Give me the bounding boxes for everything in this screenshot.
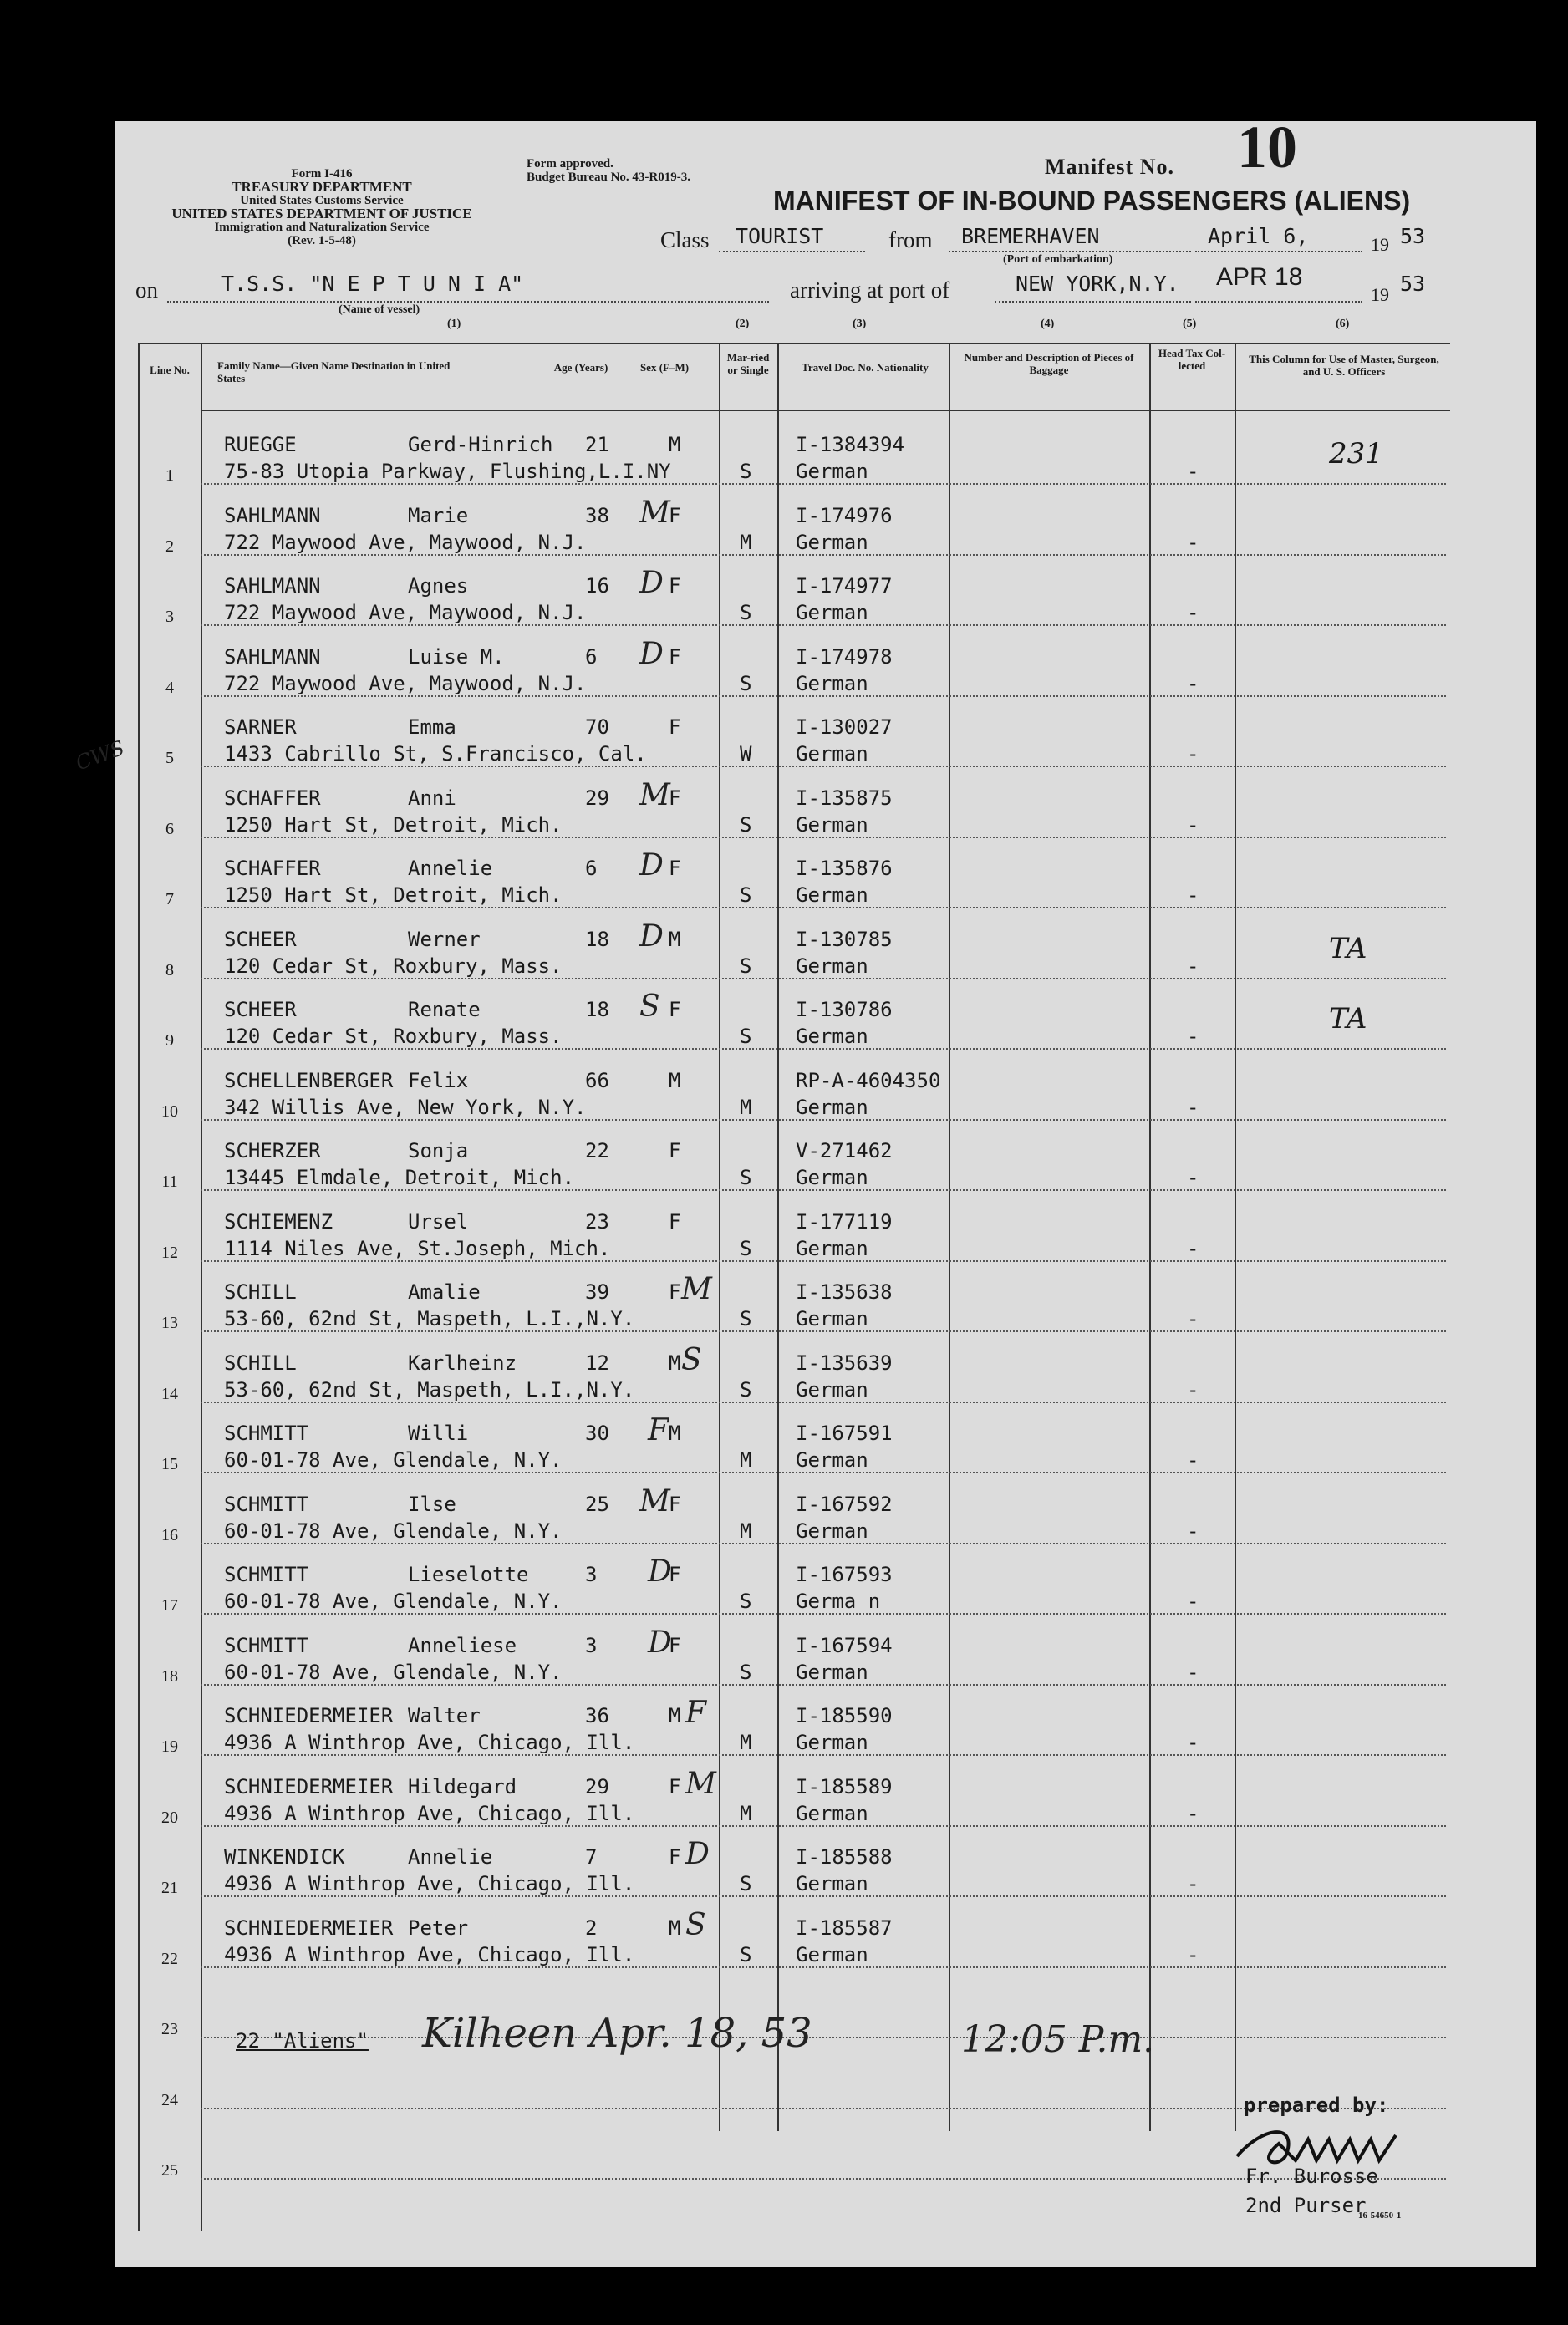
sex: F bbox=[669, 998, 681, 1021]
destination: 53-60, 62nd St, Maspeth, L.I.,N.Y. bbox=[224, 1307, 635, 1330]
line-number: 7 bbox=[165, 890, 174, 908]
handwritten-mark: S bbox=[681, 1342, 702, 1377]
prepared-by: prepared by: bbox=[1244, 2094, 1389, 2117]
marital-status: S bbox=[740, 1942, 752, 1966]
marital-status: M bbox=[740, 1731, 752, 1754]
travel-doc-no: I-130027 bbox=[796, 715, 893, 739]
margin-mark: CWS bbox=[73, 735, 128, 776]
travel-doc-no: I-130786 bbox=[796, 998, 893, 1021]
marital-status: S bbox=[740, 601, 752, 624]
port-of-arrival: NEW YORK,N.Y. bbox=[1016, 272, 1179, 296]
agency-block: Form I-416 TREASURY DEPARTMENT United States Customs Service UNITED STATES DEPARTMENT OF JUSTICE Immigration and Naturalization Service (Rev. 1-5-48) bbox=[171, 167, 472, 247]
given-name: Anneliese bbox=[408, 1633, 517, 1657]
travel-doc-no: I-185588 bbox=[796, 1845, 893, 1869]
handwritten-mark: D bbox=[639, 918, 664, 954]
family-name: SCHMITT bbox=[224, 1633, 309, 1657]
marital-status: S bbox=[740, 671, 752, 695]
travel-doc-no: V-271462 bbox=[796, 1139, 893, 1162]
nationality: German bbox=[796, 1166, 868, 1189]
age: 3 bbox=[585, 1633, 598, 1657]
nationality: German bbox=[796, 742, 868, 766]
handwritten-mark: M bbox=[639, 777, 670, 812]
sex: F bbox=[669, 1492, 681, 1516]
travel-doc-no: I-185590 bbox=[796, 1704, 893, 1727]
family-name: SCHAFFER bbox=[224, 786, 321, 810]
travel-doc-no: RP-A-4604350 bbox=[796, 1068, 941, 1092]
col-num: (4) bbox=[1041, 318, 1055, 330]
destination: 342 Willis Ave, New York, N.Y. bbox=[224, 1095, 587, 1119]
vessel-name: T.S.S. "N E P T U N I A" bbox=[221, 272, 524, 296]
marital-status: S bbox=[740, 1590, 752, 1613]
sex: F bbox=[669, 574, 681, 598]
travel-doc-no: I-185589 bbox=[796, 1774, 893, 1798]
sex: F bbox=[669, 786, 681, 810]
line-number: 6 bbox=[165, 819, 174, 838]
age: 6 bbox=[585, 644, 598, 669]
page-title: MANIFEST OF IN-BOUND PASSENGERS (ALIENS) bbox=[773, 186, 1411, 216]
officer-note: 231 bbox=[1329, 437, 1383, 471]
marital-status: M bbox=[740, 1519, 752, 1543]
line-number: 14 bbox=[161, 1384, 178, 1403]
head-tax: - bbox=[1187, 1236, 1199, 1260]
sex: F bbox=[669, 1633, 681, 1657]
marital-status: S bbox=[740, 1166, 752, 1189]
head-tax: - bbox=[1187, 1166, 1199, 1189]
travel-doc-no: I-135876 bbox=[796, 857, 893, 880]
destination: 1250 Hart St, Detroit, Mich. bbox=[224, 883, 563, 907]
col-num: (6) bbox=[1336, 318, 1350, 330]
departure-date: April 6, bbox=[1208, 224, 1309, 248]
family-name: SCHMITT bbox=[224, 1422, 309, 1445]
header-travel-doc: Travel Doc. No. Nationality bbox=[802, 361, 929, 374]
family-name: SCHNIEDERMEIER bbox=[224, 1774, 394, 1798]
line-number: 10 bbox=[161, 1101, 178, 1121]
travel-doc-no: I-1384394 bbox=[796, 433, 905, 456]
sex: M bbox=[669, 1704, 681, 1727]
travel-doc-no: I-130785 bbox=[796, 927, 893, 951]
handwritten-mark: S bbox=[685, 1907, 706, 1942]
officer-note: TA bbox=[1329, 931, 1367, 965]
sex: F bbox=[669, 1139, 681, 1162]
age: 29 bbox=[585, 1774, 609, 1798]
destination: 53-60, 62nd St, Maspeth, L.I.,N.Y. bbox=[224, 1377, 635, 1402]
nationality: German bbox=[796, 460, 868, 483]
head-tax: - bbox=[1187, 460, 1199, 483]
family-name: SCHNIEDERMEIER bbox=[224, 1915, 394, 1940]
destination: 75-83 Utopia Parkway, Flushing,L.I.NY bbox=[224, 460, 671, 483]
family-name: SCHMITT bbox=[224, 1492, 309, 1516]
port-of-embarkation: BREMERHAVEN bbox=[961, 224, 1100, 248]
port-embark-caption: (Port of embarkation) bbox=[1003, 253, 1113, 266]
family-name: SCHILL bbox=[224, 1351, 297, 1375]
destination: 60-01-78 Ave, Glendale, N.Y. bbox=[224, 1519, 563, 1543]
handwritten-mark: D bbox=[639, 636, 664, 671]
handwritten-mark: M bbox=[681, 1272, 712, 1306]
line-number: 21 bbox=[161, 1879, 178, 1897]
head-tax: - bbox=[1187, 883, 1199, 907]
line-number: 16 bbox=[161, 1525, 178, 1544]
given-name: Ilse bbox=[408, 1492, 456, 1516]
officer-note: TA bbox=[1329, 1002, 1367, 1035]
col-num: (1) bbox=[447, 318, 461, 330]
nationality: German bbox=[796, 671, 868, 695]
class-label: Class bbox=[660, 227, 710, 252]
nationality: German bbox=[796, 1801, 868, 1825]
marital-status: S bbox=[740, 1872, 752, 1895]
head-tax: - bbox=[1187, 1448, 1199, 1472]
line-number: 17 bbox=[161, 1596, 178, 1615]
handwritten-mark: D bbox=[639, 848, 664, 883]
marital-status: M bbox=[740, 1801, 752, 1825]
age: 66 bbox=[585, 1068, 609, 1092]
line-number: 25 bbox=[161, 2161, 178, 2180]
line-number: 9 bbox=[165, 1031, 174, 1050]
nationality: German bbox=[796, 1236, 868, 1260]
line-number: 1 bbox=[165, 466, 174, 485]
col-num: (2) bbox=[736, 318, 750, 330]
sex: M bbox=[669, 433, 681, 456]
from-label: from bbox=[888, 227, 933, 252]
sex: F bbox=[669, 715, 681, 739]
sex: F bbox=[669, 857, 681, 880]
age: 29 bbox=[585, 786, 609, 810]
marital-status: S bbox=[740, 1025, 752, 1048]
age: 36 bbox=[585, 1704, 609, 1727]
head-tax: - bbox=[1187, 1095, 1199, 1119]
col-num: (5) bbox=[1183, 318, 1197, 330]
given-name: Ursel bbox=[408, 1209, 469, 1234]
travel-doc-no: I-174976 bbox=[796, 503, 893, 527]
header-age: Age (Years) bbox=[553, 361, 608, 374]
family-name: SCHMITT bbox=[224, 1563, 309, 1586]
nationality: German bbox=[796, 1660, 868, 1684]
marital-status: M bbox=[740, 1095, 752, 1119]
handwritten-mark: M bbox=[685, 1766, 716, 1801]
travel-doc-no: I-167594 bbox=[796, 1633, 893, 1657]
marital-status: S bbox=[740, 1307, 752, 1330]
marital-status: S bbox=[740, 1377, 752, 1402]
sex: M bbox=[669, 927, 681, 951]
age: 16 bbox=[585, 574, 609, 598]
handwritten-mark: M bbox=[639, 495, 670, 530]
head-tax: - bbox=[1187, 1942, 1199, 1966]
given-name: Agnes bbox=[408, 574, 469, 598]
head-tax: - bbox=[1187, 1519, 1199, 1543]
header-baggage: Number and Description of Pieces of Baggage bbox=[964, 351, 1134, 376]
travel-doc-no: I-135875 bbox=[796, 786, 893, 810]
destination: 4936 A Winthrop Ave, Chicago, Ill. bbox=[224, 1872, 635, 1895]
destination: 13445 Elmdale, Detroit, Mich. bbox=[224, 1166, 575, 1189]
family-name: SAHLMANN bbox=[224, 644, 321, 669]
destination: 60-01-78 Ave, Glendale, N.Y. bbox=[224, 1660, 563, 1684]
line-number: 3 bbox=[165, 608, 174, 626]
nationality: German bbox=[796, 883, 868, 907]
line-number: 20 bbox=[161, 1808, 178, 1827]
age: 7 bbox=[585, 1845, 598, 1869]
line-number: 11 bbox=[161, 1173, 178, 1191]
destination: 1433 Cabrillo St, S.Francisco, Cal. bbox=[224, 742, 647, 766]
header-officers: This Column for Use of Master, Surgeon, and U. S. Officers bbox=[1249, 353, 1439, 378]
head-tax: - bbox=[1187, 1590, 1199, 1613]
arrival-date: APR 18 bbox=[1216, 263, 1303, 291]
sex: F bbox=[669, 1280, 681, 1304]
age: 18 bbox=[585, 927, 609, 951]
line-number: 4 bbox=[165, 678, 174, 697]
family-name: SCHEER bbox=[224, 927, 297, 951]
marital-status: M bbox=[740, 1448, 752, 1472]
marital-status: S bbox=[740, 460, 752, 483]
marital-status: S bbox=[740, 883, 752, 907]
sex: M bbox=[669, 1068, 681, 1092]
travel-doc-no: I-135639 bbox=[796, 1351, 893, 1375]
family-name: SAHLMANN bbox=[224, 574, 321, 598]
nationality: German bbox=[796, 812, 868, 837]
travel-doc-no: I-135638 bbox=[796, 1280, 893, 1304]
destination: 60-01-78 Ave, Glendale, N.Y. bbox=[224, 1448, 563, 1472]
destination: 4936 A Winthrop Ave, Chicago, Ill. bbox=[224, 1942, 635, 1966]
sex: F bbox=[669, 644, 681, 669]
signer-name: Fr. Burosse bbox=[1245, 2165, 1378, 2188]
head-tax: - bbox=[1187, 1025, 1199, 1048]
family-name: SCHNIEDERMEIER bbox=[224, 1704, 394, 1727]
arrival-year: 53 bbox=[1400, 272, 1426, 296]
given-name: Renate bbox=[408, 998, 481, 1021]
given-name: Karlheinz bbox=[408, 1351, 517, 1375]
family-name: SAHLMANN bbox=[224, 503, 321, 527]
head-tax: - bbox=[1187, 742, 1199, 766]
handwritten-mark: S bbox=[639, 990, 660, 1024]
nationality: Germa n bbox=[796, 1590, 881, 1613]
line-number: 19 bbox=[161, 1737, 178, 1756]
line-number: 24 bbox=[161, 2090, 178, 2109]
release-time: 12:05 P.m. bbox=[961, 2018, 1155, 2061]
col-num: (3) bbox=[853, 318, 867, 330]
head-tax: - bbox=[1187, 1731, 1199, 1754]
nationality: German bbox=[796, 1942, 868, 1966]
manifest-no-label: Manifest No. bbox=[1045, 155, 1174, 179]
family-name: SARNER bbox=[224, 715, 297, 739]
sex: F bbox=[669, 1563, 681, 1586]
sex: F bbox=[669, 1845, 681, 1869]
nationality: German bbox=[796, 1448, 868, 1472]
family-name: SCHILL bbox=[224, 1280, 297, 1304]
given-name: Felix bbox=[408, 1068, 469, 1092]
destination: 120 Cedar St, Roxbury, Mass. bbox=[224, 954, 563, 978]
age: 21 bbox=[585, 433, 609, 456]
age: 25 bbox=[585, 1492, 609, 1516]
handwritten-mark: D bbox=[648, 1625, 672, 1660]
travel-doc-no: I-167593 bbox=[796, 1563, 893, 1586]
destination: 120 Cedar St, Roxbury, Mass. bbox=[224, 1025, 563, 1048]
destination: 1250 Hart St, Detroit, Mich. bbox=[224, 812, 563, 837]
head-tax: - bbox=[1187, 954, 1199, 978]
header-sex: Sex (F–M) bbox=[639, 361, 690, 374]
travel-doc-no: I-177119 bbox=[796, 1209, 893, 1234]
marital-status: S bbox=[740, 954, 752, 978]
age: 23 bbox=[585, 1209, 609, 1234]
year-prefix-2: 19 bbox=[1371, 284, 1389, 305]
line-number: 2 bbox=[165, 537, 174, 556]
travel-doc-no: I-167591 bbox=[796, 1422, 893, 1445]
given-name: Marie bbox=[408, 503, 469, 527]
destination: 4936 A Winthrop Ave, Chicago, Ill. bbox=[224, 1801, 635, 1825]
nationality: German bbox=[796, 1519, 868, 1543]
line-number: 12 bbox=[161, 1243, 178, 1262]
age: 2 bbox=[585, 1915, 598, 1940]
given-name: Sonja bbox=[408, 1139, 469, 1162]
head-tax: - bbox=[1187, 1801, 1199, 1825]
handwritten-mark: F bbox=[685, 1696, 706, 1730]
departure-year: 53 bbox=[1400, 224, 1426, 248]
head-tax: - bbox=[1187, 1872, 1199, 1895]
arriving-label: arriving at port of bbox=[790, 277, 950, 303]
given-name: Amalie bbox=[408, 1280, 481, 1304]
family-name: SCHAFFER bbox=[224, 857, 321, 880]
release-note: Kilheen Apr. 18, 53 bbox=[422, 2010, 812, 2057]
header-line-no: Line No. bbox=[150, 364, 190, 376]
sex: M bbox=[669, 1351, 681, 1375]
destination: 1114 Niles Ave, St.Joseph, Mich. bbox=[224, 1236, 611, 1260]
destination: 722 Maywood Ave, Maywood, N.J. bbox=[224, 671, 587, 695]
given-name: Werner bbox=[408, 927, 481, 951]
marital-status: S bbox=[740, 1236, 752, 1260]
age: 3 bbox=[585, 1563, 598, 1586]
line-number: 15 bbox=[161, 1455, 178, 1473]
family-name: SCHERZER bbox=[224, 1139, 321, 1162]
age: 18 bbox=[585, 998, 609, 1021]
line-number: 8 bbox=[165, 960, 174, 979]
form-approved: Form approved. Budget Bureau No. 43-R019-3. bbox=[527, 157, 690, 184]
handwritten-mark: F bbox=[648, 1413, 669, 1447]
line-number: 23 bbox=[161, 2020, 178, 2038]
head-tax: - bbox=[1187, 671, 1199, 695]
family-name: SCHIEMENZ bbox=[224, 1209, 333, 1234]
given-name: Annelie bbox=[408, 1845, 493, 1869]
family-name: RUEGGE bbox=[224, 433, 297, 456]
nationality: German bbox=[796, 1377, 868, 1402]
destination: 722 Maywood Ave, Maywood, N.J. bbox=[224, 601, 587, 624]
nationality: German bbox=[796, 530, 868, 554]
head-tax: - bbox=[1187, 1307, 1199, 1330]
nationality: German bbox=[796, 1731, 868, 1754]
marital-status: S bbox=[740, 812, 752, 837]
vessel-caption: (Name of vessel) bbox=[339, 303, 420, 316]
head-tax: - bbox=[1187, 601, 1199, 624]
given-name: Walter bbox=[408, 1704, 481, 1727]
age: 22 bbox=[585, 1139, 609, 1162]
travel-doc-no: I-167592 bbox=[796, 1492, 893, 1516]
family-name: WINKENDICK bbox=[224, 1845, 345, 1869]
given-name: Lieselotte bbox=[408, 1563, 529, 1586]
sex: F bbox=[669, 1209, 681, 1234]
nationality: German bbox=[796, 1307, 868, 1330]
nationality: German bbox=[796, 601, 868, 624]
line-number: 18 bbox=[161, 1666, 178, 1686]
given-name: Hildegard bbox=[408, 1774, 517, 1798]
nationality: German bbox=[796, 1872, 868, 1895]
nationality: German bbox=[796, 954, 868, 978]
marital-status: W bbox=[740, 742, 752, 766]
travel-doc-no: I-174978 bbox=[796, 644, 893, 669]
head-tax: - bbox=[1187, 530, 1199, 554]
total-aliens: 22 "Aliens" bbox=[236, 2029, 369, 2053]
header-name: Family Name—Given Name Destination in United States bbox=[217, 359, 451, 384]
given-name: Anni bbox=[408, 786, 456, 810]
age: 12 bbox=[585, 1351, 609, 1375]
sex: F bbox=[669, 503, 681, 527]
travel-doc-no: I-185587 bbox=[796, 1915, 893, 1940]
age: 6 bbox=[585, 857, 598, 880]
given-name: Luise M. bbox=[408, 644, 505, 669]
destination: 60-01-78 Ave, Glendale, N.Y. bbox=[224, 1590, 563, 1613]
given-name: Gerd-Hinrich bbox=[408, 433, 553, 456]
given-name: Willi bbox=[408, 1422, 469, 1445]
age: 39 bbox=[585, 1280, 609, 1304]
handwritten-mark: D bbox=[648, 1554, 672, 1589]
nationality: German bbox=[796, 1095, 868, 1119]
given-name: Peter bbox=[408, 1915, 469, 1940]
family-name: SCHEER bbox=[224, 998, 297, 1021]
head-tax: - bbox=[1187, 812, 1199, 837]
handwritten-mark: D bbox=[639, 566, 664, 600]
handwritten-mark: D bbox=[685, 1837, 710, 1871]
travel-doc-no: I-174977 bbox=[796, 574, 893, 598]
age: 30 bbox=[585, 1422, 609, 1445]
class-value: TOURIST bbox=[736, 224, 824, 248]
line-number: 22 bbox=[161, 1949, 178, 1968]
destination: 4936 A Winthrop Ave, Chicago, Ill. bbox=[224, 1731, 635, 1754]
sex: M bbox=[669, 1915, 681, 1940]
sex: M bbox=[669, 1422, 681, 1445]
form-code: 16-54650-1 bbox=[1358, 2211, 1402, 2221]
on-label: on bbox=[135, 277, 158, 303]
destination: 722 Maywood Ave, Maywood, N.J. bbox=[224, 530, 587, 554]
given-name: Annelie bbox=[408, 857, 493, 880]
year-prefix: 19 bbox=[1371, 234, 1389, 255]
family-name: SCHELLENBERGER bbox=[224, 1068, 394, 1092]
marital-status: S bbox=[740, 1660, 752, 1684]
age: 38 bbox=[585, 503, 609, 527]
marital-status: M bbox=[740, 530, 752, 554]
header-head-tax: Head Tax Col-lected bbox=[1158, 347, 1226, 372]
sex: F bbox=[669, 1774, 681, 1798]
manifest-number: 10 bbox=[1237, 114, 1297, 181]
line-number: 5 bbox=[165, 749, 174, 767]
nationality: German bbox=[796, 1025, 868, 1048]
line-number: 13 bbox=[161, 1314, 178, 1332]
given-name: Emma bbox=[408, 715, 456, 739]
signer-title: 2nd Purser bbox=[1245, 2194, 1367, 2217]
head-tax: - bbox=[1187, 1660, 1199, 1684]
head-tax: - bbox=[1187, 1377, 1199, 1402]
handwritten-mark: M bbox=[639, 1483, 670, 1519]
header-married: Mar-ried or Single bbox=[726, 351, 770, 376]
age: 70 bbox=[585, 715, 609, 739]
